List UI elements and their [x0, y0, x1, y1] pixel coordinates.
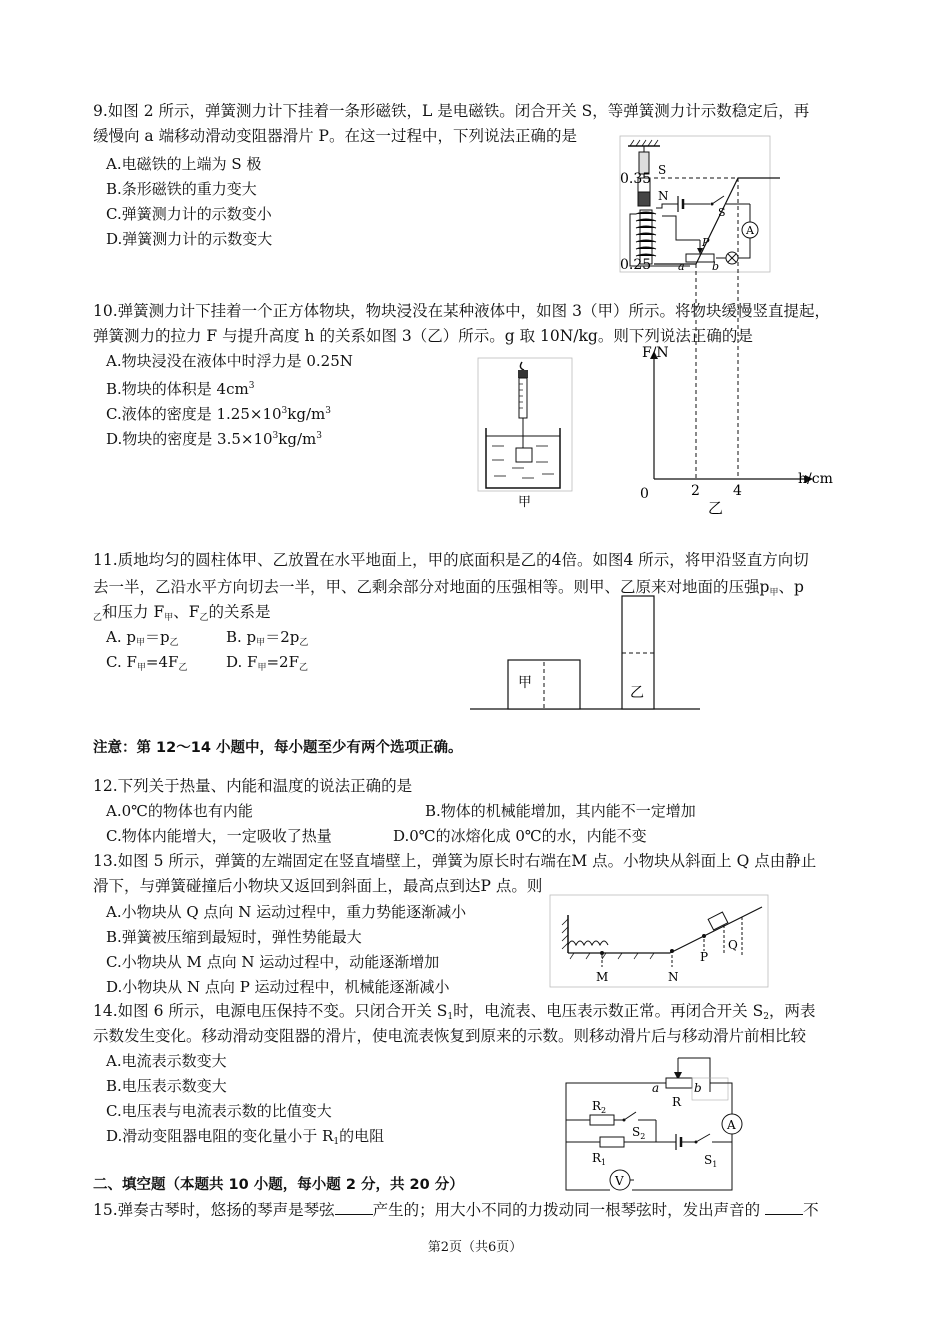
q9-option-c: C.弹簧测力计的示数变小	[106, 205, 272, 223]
q11-line1: 11.质地均匀的圆柱体甲、乙放置在水平地面上，甲的底面积是乙的4倍。如图4 所示，将甲沿竖直方向切	[93, 551, 809, 569]
q10-chart-force-vs-height	[610, 171, 840, 517]
chart-x-tick-label: 2	[691, 483, 700, 499]
fig3-jia-caption: 甲	[518, 495, 532, 510]
q11-option-b: B. $p_甲=2p_乙$	[226, 628, 309, 648]
q10-option-d: D.物块的密度是 $3.5\times 10^3kg/m^3$	[106, 430, 322, 448]
point-n-label: N	[668, 970, 679, 984]
chart-x-label: h/cm	[798, 471, 833, 487]
rheostat-r-label: R	[672, 1095, 682, 1109]
q12-option-d: D.0℃的冰熔化成 0℃的水，内能不变	[393, 827, 647, 845]
point-m-label: M	[596, 970, 609, 984]
q13-option-a: A.小物块从 Q 点向 N 运动过程中，重力势能逐渐减小	[106, 903, 467, 921]
q13-option-c: C.小物块从 M 点向 N 运动过程中，动能逐渐增加	[106, 953, 440, 971]
q11-line3: $_乙$和压力 $F_甲$、$F_乙$的关系是	[93, 603, 271, 623]
r2-label: $R_2$	[592, 1099, 607, 1115]
q14-option-c: C.电压表与电流表示数的比值变大	[106, 1102, 332, 1120]
chart-origin-label: 0	[640, 486, 649, 502]
point-p-label: P	[700, 950, 709, 964]
q10-line1: 10.弹簧测力计下挂着一个正方体物块，物块浸没在某种液体中，如图 3（甲）所示。将物块缓慢竖直提起，	[93, 302, 830, 320]
cylinder-jia-label: 甲	[518, 675, 532, 691]
rheostat-b-label: b	[694, 1081, 702, 1095]
q15-blank-2[interactable]	[765, 1200, 803, 1215]
chart-x-tick-label: 4	[733, 483, 742, 499]
chart-y-tick-label: 0.35	[620, 171, 652, 187]
page-footer: 第2页（共6页）	[427, 1240, 523, 1255]
q12-option-a: A.0℃的物体也有内能	[106, 802, 253, 820]
magnet-s-label: S	[658, 163, 667, 177]
q9-line1: 9.如图 2 所示，弹簧测力计下挂着一条形磁铁，L 是电磁铁。闭合开关 S，等弹簧测力计示数稳定后，再	[93, 102, 810, 120]
q11-figure-cylinders	[470, 590, 700, 720]
cylinder-yi-label: 乙	[630, 685, 644, 701]
q9-line2: 缓慢向 a 端移动滑动变阻器滑片 P。在这一过程中，下列说法正确的是	[93, 127, 577, 145]
q11-option-d: D. $F_甲=2F_乙$	[226, 653, 308, 673]
rheostat-a-label: a	[652, 1081, 660, 1095]
voltmeter-label: V	[615, 1174, 624, 1188]
rheostat-b-label: b	[712, 260, 720, 273]
q11-option-c: C. $F_甲=4F_乙$	[106, 653, 188, 673]
magnet-n-label: N	[658, 189, 669, 203]
point-q-label: Q	[728, 938, 738, 952]
q13-line2: 滑下，与弹簧碰撞后小物块又返回到斜面上，最高点到达P 点。则	[93, 877, 543, 895]
chart-caption: 乙	[708, 499, 724, 517]
rheostat-a-label: a	[678, 260, 685, 273]
q14-option-a: A.电流表示数变大	[106, 1052, 227, 1070]
ammeter-label: A	[727, 1118, 736, 1132]
q10-line2: 弹簧测力的拉力 F 与提升高度 h 的关系如图 3（乙）所示。g 取 10N/kg。则下列说法正确的是	[93, 327, 753, 345]
q12-option-c: C.物体内能增大，一定吸收了热量	[106, 827, 332, 845]
q9-option-d: D.弹簧测力计的示数变大	[106, 230, 273, 248]
q11-line2: 去一半，乙沿水平方向切去一半，甲、乙剩余部分对地面的压强相等。则甲、乙原来对地面的压强$p_甲$、p	[93, 578, 804, 598]
q14-figure-circuit	[560, 1052, 760, 1192]
q13-option-d: D.小物块从 N 点向 P 运动过程中，机械能逐渐减小	[106, 978, 450, 996]
q9-figure-electromagnet-circuit	[620, 136, 770, 272]
q14-option-d: D.滑动变阻器电阻的变化量小于 $R_1$的电阻	[106, 1127, 385, 1147]
q9-option-b: B.条形磁铁的重力变大	[106, 180, 257, 198]
q10-option-b: B.物块的体积是 $4cm^3$	[106, 380, 255, 398]
multi-answer-note: 注意：第 12～14 小题中，每小题至少有两个选项正确。	[93, 740, 463, 756]
s2-label: $S_2$	[632, 1125, 646, 1141]
q14-line1: 14.如图 6 所示，电源电压保持不变。只闭合开关 $S_1$时，电流表、电压表示数正常。再闭合开关 $S_2$，两表	[93, 1002, 816, 1022]
q15-line: 15.弹奏古琴时，悠扬的琴声是琴弦 产生的；用大小不同的力拨动同一根琴弦时，发出声音的 不	[93, 1201, 819, 1219]
r1-label: $R_1$	[592, 1151, 607, 1167]
q9-option-a: A.电磁铁的上端为 S 极	[106, 155, 262, 173]
section2-heading: 二、填空题（本题共 10 小题，每小题 2 分，共 20 分）	[93, 1177, 464, 1193]
q15-blank-1[interactable]	[335, 1200, 373, 1215]
q12-option-b: B.物体的机械能增加，其内能不一定增加	[425, 802, 696, 820]
q14-line2: 示数发生变化。移动滑动变阻器的滑片，使电流表恢复到原来的示数。则移动滑片后与移动滑片前相比较	[93, 1027, 807, 1045]
q10-option-a: A.物块浸没在液体中时浮力是 0.25N	[106, 352, 353, 370]
q12-stem: 12.下列关于热量、内能和温度的说法正确的是	[93, 777, 413, 795]
chart-y-tick-label: 0.25	[620, 257, 652, 273]
q13-line1: 13.如图 5 所示，弹簧的左端固定在竖直墙壁上，弹簧为原长时右端在M 点。小物块从斜面上 Q 点由静止	[93, 852, 817, 870]
slider-p-label: P	[702, 236, 710, 249]
q13-figure-spring-incline	[550, 895, 768, 987]
switch-s-label: S	[718, 206, 726, 219]
chart-y-label: F/N	[642, 345, 669, 361]
q10-figure-jia-beaker	[478, 358, 572, 514]
q14-option-b: B.电压表示数变大	[106, 1077, 227, 1095]
q13-option-b: B.弹簧被压缩到最短时，弹性势能最大	[106, 928, 362, 946]
s1-label: $S_1$	[704, 1153, 718, 1169]
ammeter-label: A	[746, 224, 754, 237]
q10-option-c: C.液体的密度是 $1.25\times 10^3kg/m^3$	[106, 405, 331, 423]
q11-option-a: A. $p_甲=p_乙$	[106, 628, 179, 648]
